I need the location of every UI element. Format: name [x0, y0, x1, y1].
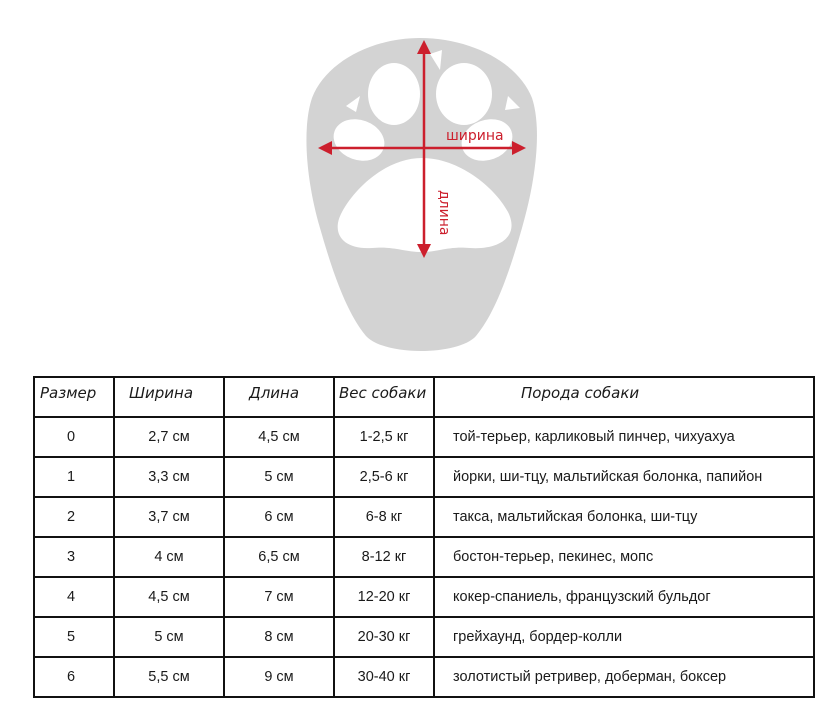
cell-weight: 2,5-6 кг — [334, 457, 434, 497]
cell-length: 5 см — [224, 457, 334, 497]
size-chart-table — [33, 376, 815, 698]
header-width: Ширина — [114, 377, 224, 417]
cell-breed: той-терьер, карликовый пинчер, чихуахуа — [434, 417, 814, 457]
cell-width: 4 см — [114, 537, 224, 577]
header-length: Длина — [224, 377, 334, 417]
cell-breed: бостон-терьер, пекинес, мопс — [434, 537, 814, 577]
table-header-row — [34, 377, 814, 417]
cell-width: 5,5 см — [114, 657, 224, 697]
cell-weight: 30-40 кг — [334, 657, 434, 697]
table-row — [34, 497, 814, 537]
cell-width: 4,5 см — [114, 577, 224, 617]
cell-width: 3,7 см — [114, 497, 224, 537]
width-label: ширина — [446, 128, 504, 144]
cell-length: 8 см — [224, 617, 334, 657]
cell-size: 1 — [34, 457, 114, 497]
cell-weight: 12-20 кг — [334, 577, 434, 617]
table-row — [34, 457, 814, 497]
cell-weight: 8-12 кг — [334, 537, 434, 577]
cell-size: 2 — [34, 497, 114, 537]
cell-width: 2,7 см — [114, 417, 224, 457]
cell-length: 9 см — [224, 657, 334, 697]
cell-length: 6 см — [224, 497, 334, 537]
table-row — [34, 417, 814, 457]
cell-width: 5 см — [114, 617, 224, 657]
cell-size: 3 — [34, 537, 114, 577]
cell-breed: кокер-спаниель, французский бульдог — [434, 577, 814, 617]
table-row — [34, 537, 814, 577]
cell-breed: золотистый ретривер, доберман, боксер — [434, 657, 814, 697]
table-row — [34, 617, 814, 657]
cell-breed: такса, мальтийская болонка, ши-тцу — [434, 497, 814, 537]
cell-weight: 20-30 кг — [334, 617, 434, 657]
toe-pad-left-top — [368, 63, 420, 125]
cell-size: 0 — [34, 417, 114, 457]
header-size: Размер — [34, 377, 114, 417]
length-label: длина — [436, 190, 452, 236]
cell-length: 4,5 см — [224, 417, 334, 457]
cell-size: 5 — [34, 617, 114, 657]
header-breed: Порода собаки — [434, 377, 814, 417]
cell-width: 3,3 см — [114, 457, 224, 497]
cell-size: 4 — [34, 577, 114, 617]
header-weight: Вес собаки — [334, 377, 434, 417]
cell-weight: 1-2,5 кг — [334, 417, 434, 457]
cell-size: 6 — [34, 657, 114, 697]
table-row — [34, 577, 814, 617]
cell-breed: грейхаунд, бордер-колли — [434, 617, 814, 657]
cell-length: 7 см — [224, 577, 334, 617]
cell-weight: 6-8 кг — [334, 497, 434, 537]
toe-pad-right-top — [436, 63, 492, 125]
cell-length: 6,5 см — [224, 537, 334, 577]
table-row — [34, 657, 814, 697]
cell-breed: йорки, ши-тцу, мальтийская болонка, папийон — [434, 457, 814, 497]
